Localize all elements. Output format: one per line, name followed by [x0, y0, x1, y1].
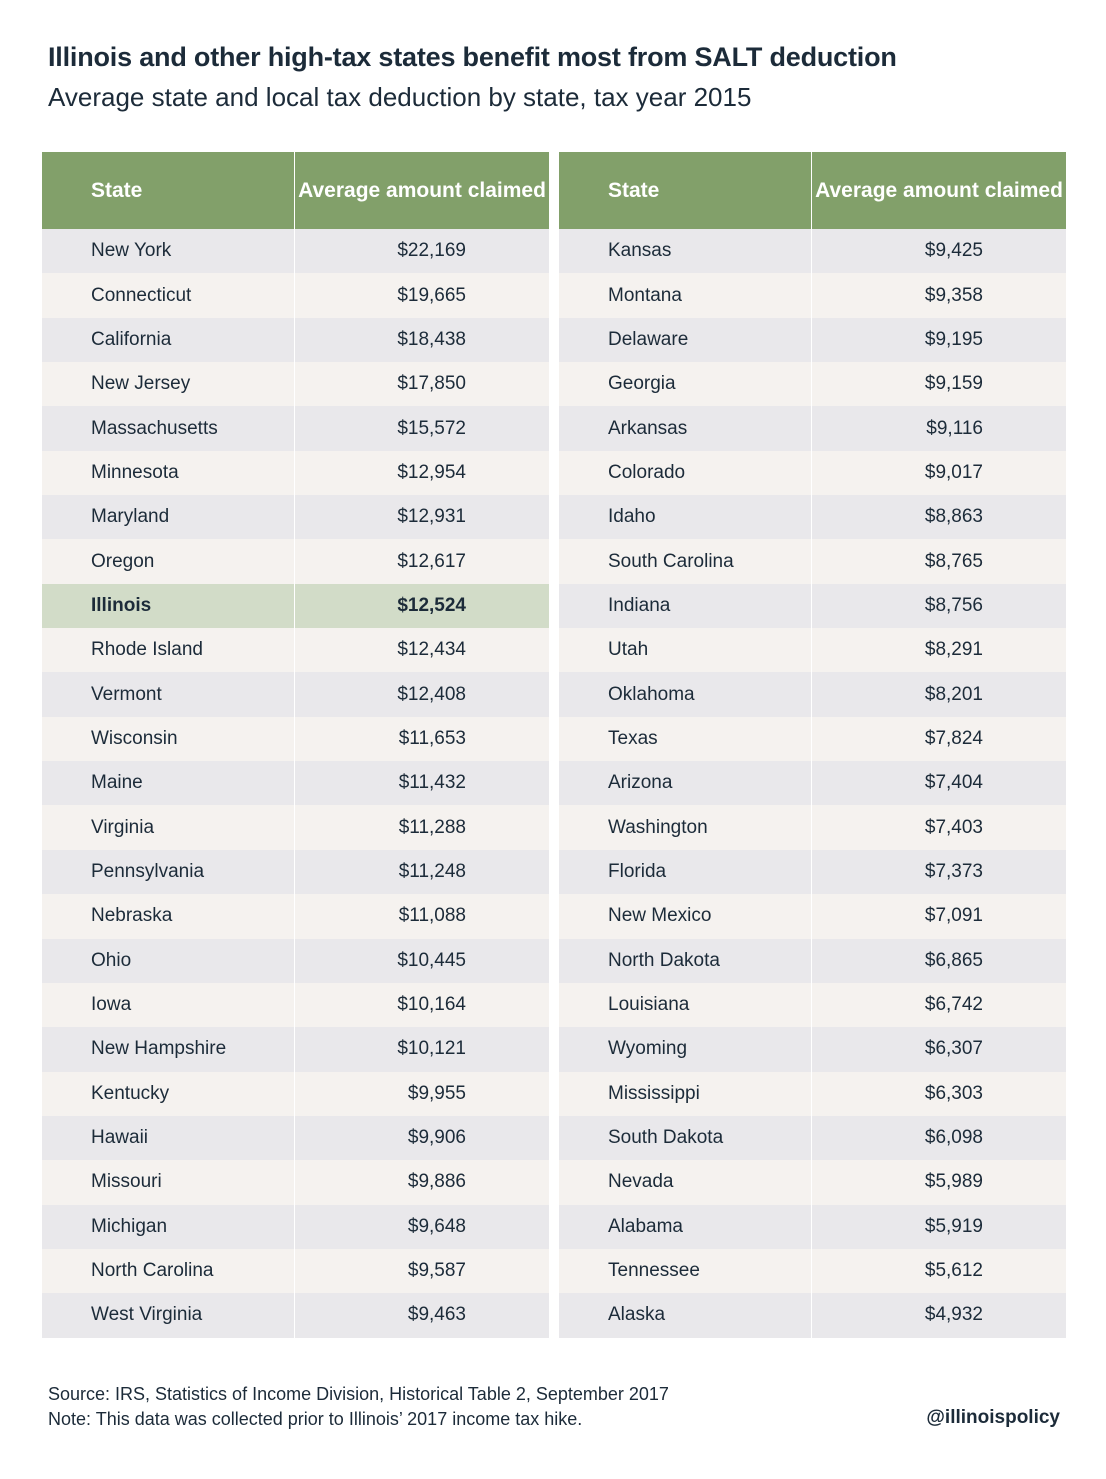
footer — [48, 1382, 669, 1432]
amount-cell: $9,587 — [407, 1260, 466, 1282]
state-cell: New York — [42, 229, 295, 273]
table-row — [559, 1072, 1066, 1116]
amount-cell: $8,756 — [924, 594, 983, 616]
state-cell: Kansas — [559, 229, 812, 273]
table-row — [42, 628, 549, 672]
amount-cell: $6,098 — [924, 1127, 983, 1149]
state-cell: Oklahoma — [559, 672, 812, 716]
table-row — [42, 939, 549, 983]
state-cell: Indiana — [559, 584, 812, 628]
state-cell: Virginia — [42, 805, 295, 849]
state-cell: Georgia — [559, 362, 812, 406]
amount-cell: $5,612 — [924, 1260, 983, 1282]
table-row — [559, 1249, 1066, 1293]
amount-cell: $19,665 — [397, 284, 466, 306]
table-row — [42, 672, 549, 716]
table-header — [42, 152, 549, 229]
column-header-state: State — [559, 152, 812, 229]
table-row — [559, 1160, 1066, 1204]
table-row — [42, 1116, 549, 1160]
table-row — [42, 850, 549, 894]
table-row — [42, 805, 549, 849]
amount-cell: $8,765 — [924, 550, 983, 572]
table-row — [559, 850, 1066, 894]
state-cell: Illinois — [42, 584, 295, 628]
amount-cell: $9,159 — [924, 373, 983, 395]
amount-cell: $12,617 — [397, 550, 466, 572]
state-cell: Alaska — [559, 1293, 812, 1337]
table-row — [42, 1249, 549, 1293]
table-row — [42, 1205, 549, 1249]
amount-cell: $9,906 — [407, 1127, 466, 1149]
state-cell: Idaho — [559, 495, 812, 539]
amount-cell: $11,432 — [398, 772, 466, 794]
state-cell: Pennsylvania — [42, 850, 295, 894]
amount-cell: $11,248 — [398, 860, 466, 882]
state-cell: Michigan — [42, 1205, 295, 1249]
state-cell: Ohio — [42, 939, 295, 983]
table-row — [42, 539, 549, 583]
state-cell: Colorado — [559, 451, 812, 495]
column-header-state: State — [42, 152, 295, 229]
amount-cell: $9,955 — [407, 1082, 466, 1104]
table-row — [42, 761, 549, 805]
state-cell: Minnesota — [42, 451, 295, 495]
table-row — [559, 318, 1066, 362]
state-cell: South Carolina — [559, 539, 812, 583]
state-cell: Vermont — [42, 672, 295, 716]
table-row — [42, 1027, 549, 1071]
table-row — [559, 362, 1066, 406]
amount-cell: $12,931 — [397, 506, 466, 528]
state-cell: Maryland — [42, 495, 295, 539]
amount-cell: $9,648 — [407, 1215, 466, 1237]
state-cell: Rhode Island — [42, 628, 295, 672]
page-title: Illinois and other high-tax states benefit most from SALT deduction — [48, 42, 897, 72]
amount-cell: $9,358 — [924, 284, 983, 306]
table-row — [559, 495, 1066, 539]
table-row — [42, 229, 549, 273]
state-cell: Montana — [559, 273, 812, 317]
table-row — [559, 584, 1066, 628]
amount-cell: $10,121 — [397, 1038, 466, 1060]
column-header-amount: Average amount claimed — [815, 179, 1063, 202]
state-cell: Mississippi — [559, 1072, 812, 1116]
state-cell: California — [42, 318, 295, 362]
amount-cell: $12,524 — [397, 594, 466, 616]
column-header-amount: Average amount claimed — [298, 179, 546, 202]
state-cell: North Dakota — [559, 939, 812, 983]
amount-cell: $11,088 — [398, 905, 466, 927]
amount-cell: $10,445 — [397, 949, 466, 971]
table-row — [559, 273, 1066, 317]
amount-cell: $15,572 — [397, 417, 466, 439]
state-cell: Kentucky — [42, 1072, 295, 1116]
amount-cell: $4,932 — [924, 1304, 983, 1326]
amount-cell: $9,463 — [407, 1304, 466, 1326]
table-row — [559, 805, 1066, 849]
table-row — [42, 983, 549, 1027]
amount-cell: $8,863 — [924, 506, 983, 528]
state-cell: Iowa — [42, 983, 295, 1027]
state-cell: Nevada — [559, 1160, 812, 1204]
table-body-right — [559, 229, 1066, 1338]
state-cell: Alabama — [559, 1205, 812, 1249]
state-cell: Hawaii — [42, 1116, 295, 1160]
amount-cell: $18,438 — [397, 328, 466, 350]
amount-cell: $6,742 — [924, 994, 983, 1016]
table-row — [42, 894, 549, 938]
amount-cell: $7,091 — [924, 905, 983, 927]
table-row — [559, 229, 1066, 273]
table-row — [42, 495, 549, 539]
table-header — [559, 152, 1066, 229]
state-cell: North Carolina — [42, 1249, 295, 1293]
state-cell: Wisconsin — [42, 717, 295, 761]
amount-cell: $6,303 — [924, 1082, 983, 1104]
table-row — [559, 983, 1066, 1027]
amount-cell: $9,886 — [407, 1171, 466, 1193]
amount-cell: $11,288 — [398, 816, 466, 838]
table-row — [42, 362, 549, 406]
state-cell: Louisiana — [559, 983, 812, 1027]
table-row — [559, 672, 1066, 716]
amount-cell: $12,954 — [397, 461, 466, 483]
amount-cell: $12,434 — [397, 639, 466, 661]
table-row — [42, 318, 549, 362]
state-cell: Massachusetts — [42, 406, 295, 450]
social-handle: @illinoispolicy — [926, 1407, 1060, 1428]
state-cell: Arizona — [559, 761, 812, 805]
table-row — [42, 1160, 549, 1204]
amount-cell: $8,201 — [924, 683, 983, 705]
amount-cell: $7,403 — [924, 816, 983, 838]
table-row — [559, 1027, 1066, 1071]
table-row — [559, 451, 1066, 495]
state-cell: West Virginia — [42, 1293, 295, 1337]
table-row — [559, 406, 1066, 450]
state-cell: Texas — [559, 717, 812, 761]
table-row — [42, 1072, 549, 1116]
table-row — [559, 717, 1066, 761]
table-body-left — [42, 229, 549, 1338]
amount-cell: $9,116 — [926, 417, 983, 439]
table-row — [559, 939, 1066, 983]
page-subtitle: Average state and local tax deduction by state, tax year 2015 — [48, 82, 752, 112]
table-row — [42, 451, 549, 495]
table-row — [559, 628, 1066, 672]
table-row — [42, 1293, 549, 1337]
state-cell: Tennessee — [559, 1249, 812, 1293]
amount-cell: $5,989 — [924, 1171, 983, 1193]
amount-cell: $22,169 — [397, 240, 466, 262]
state-cell: South Dakota — [559, 1116, 812, 1160]
amount-cell: $9,195 — [924, 328, 983, 350]
state-cell: Arkansas — [559, 406, 812, 450]
table-row — [42, 717, 549, 761]
table-row — [559, 894, 1066, 938]
amount-cell: $6,865 — [924, 949, 983, 971]
source-note: Source: IRS, Statistics of Income Division, Historical Table 2, September 2017 — [48, 1384, 669, 1404]
amount-cell: $11,653 — [398, 727, 466, 749]
table-row — [42, 406, 549, 450]
amount-cell: $7,373 — [924, 860, 983, 882]
amount-cell: $10,164 — [397, 994, 466, 1016]
table-row — [559, 1205, 1066, 1249]
table-row — [559, 761, 1066, 805]
state-cell: Nebraska — [42, 894, 295, 938]
state-cell: Oregon — [42, 539, 295, 583]
state-cell: Wyoming — [559, 1027, 812, 1071]
table-row — [559, 539, 1066, 583]
table-right — [559, 152, 1066, 1338]
amount-cell: $12,408 — [397, 683, 466, 705]
state-cell: New Hampshire — [42, 1027, 295, 1071]
state-cell: Delaware — [559, 318, 812, 362]
amount-cell: $7,404 — [924, 772, 983, 794]
amount-cell: $8,291 — [924, 639, 983, 661]
state-cell: Washington — [559, 805, 812, 849]
table-left — [42, 152, 549, 1338]
state-cell: Florida — [559, 850, 812, 894]
table-row — [559, 1293, 1066, 1337]
amount-cell: $9,425 — [924, 240, 983, 262]
state-cell: New Mexico — [559, 894, 812, 938]
table-row-highlighted — [42, 584, 549, 628]
data-note: Note: This data was collected prior to Illinois’ 2017 income tax hike. — [48, 1409, 583, 1429]
amount-cell: $5,919 — [924, 1215, 983, 1237]
amount-cell: $9,017 — [924, 461, 983, 483]
amount-cell: $7,824 — [924, 727, 983, 749]
table-row — [559, 1116, 1066, 1160]
amount-cell: $17,850 — [397, 373, 466, 395]
state-cell: Utah — [559, 628, 812, 672]
amount-cell: $6,307 — [924, 1038, 983, 1060]
state-cell: Connecticut — [42, 273, 295, 317]
state-cell: Missouri — [42, 1160, 295, 1204]
state-cell: Maine — [42, 761, 295, 805]
state-cell: New Jersey — [42, 362, 295, 406]
table-row — [42, 273, 549, 317]
